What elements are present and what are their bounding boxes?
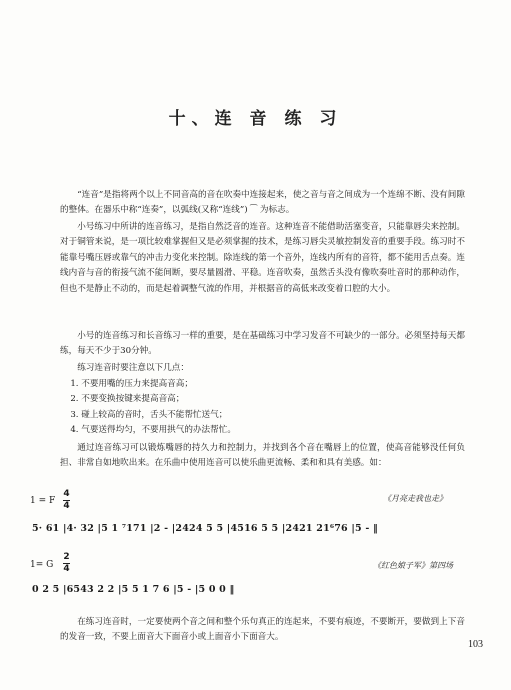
meter-bottom: 4 (63, 501, 70, 511)
example1-source: 《月亮走我也走》 (383, 494, 447, 503)
paragraph-practice: 小号的连音练习和长音练习一样的重要，是在基础练习中学习发音不可缺少的一部分。必须坚持每天都练，每天不少于30分钟。 (60, 331, 465, 357)
paragraph-benefits: 通过连音练习可以锻炼嘴唇的持久力和控制力，并找到各个音在嘴唇上的位置，使高音能够没任何负担、非常自如地吹出来。在乐曲中使用连音可以使乐曲更流畅、柔和和具有美感。如： (60, 443, 465, 469)
list-item: 2. 不要变换按键来提高音高； (70, 394, 185, 405)
page-title: 十、连 音 练 习 (168, 109, 343, 129)
example1-meter (63, 490, 70, 511)
paragraph-points-intro: 练习连音时要注意以下几点： (77, 363, 189, 373)
page-number: 103 (468, 639, 483, 650)
list-item: 1. 不要用嘴的压力来提高音高； (70, 379, 193, 389)
paragraph-technique: 小号练习中所讲的连音练习，是指自然泛音的连音。这种连音不能借助活塞变音，只能靠唇尖来控制。对于铜管来说，是一项比较难掌握但又是必须掌握的技术，是练习唇尖灵敏控制发音的重要手段。练习时不能靠号嘴压唇或靠气的冲击力变化来控制。除连线的第一个音外，连线内所有的音符，都不能用舌点奏。连线内音与音的衔接气流不能间断，要尽量圆滑、平稳。连音吹奏，虽然舌头没有像吹奏吐音时的那种动作，但也不是静止不动的，而是起着调整气流的作用，并根据音的高低来改变着口腔的大小。 (60, 222, 465, 294)
list-item: 4. 气要送得均匀，不要用拱气的办法帮忙。 (70, 425, 236, 436)
example2-key: 1= G (30, 560, 54, 570)
meter-bottom: 4 (63, 564, 70, 574)
example1-key: 1 = F (30, 496, 56, 506)
example1-notes: 5· 61 |4· 32 |5 1 ⁷171 |2 - |2424 5 5 |4516 5 5 |2421 21⁶76 |5 - ‖ (32, 523, 378, 534)
paragraph-definition: “连音”是指将两个以上不同音高的音在吹奏中连接起来，使之音与音之间成为一个连绵不断、没有间隙的整体。在器乐中称“连奏”，以弧线(又称“连线”) ⁀ 为标志。 (60, 190, 465, 216)
paragraph-closing: 在练习连音时，一定要使两个音之间和整个乐句真正的连起来，不要有痕迹，不要断开，要做到上下音的发音一致，不要上面音大下面音小或上面音小下面音大。 (60, 617, 465, 643)
example2-source: 《红色娘子军》第四场 (373, 561, 453, 570)
example2-meter (63, 553, 70, 574)
list-item: 3. 碰上较高的音时，舌头不能帮忙送气； (70, 409, 228, 420)
points-list (60, 377, 460, 439)
example2-notes: 0 2 5 |6543 2 2 |5 5 1 7 6 |5 - |5 0 0 ‖ (32, 584, 235, 595)
meter-top: 2 (63, 552, 70, 562)
meter-top: 4 (63, 489, 70, 499)
